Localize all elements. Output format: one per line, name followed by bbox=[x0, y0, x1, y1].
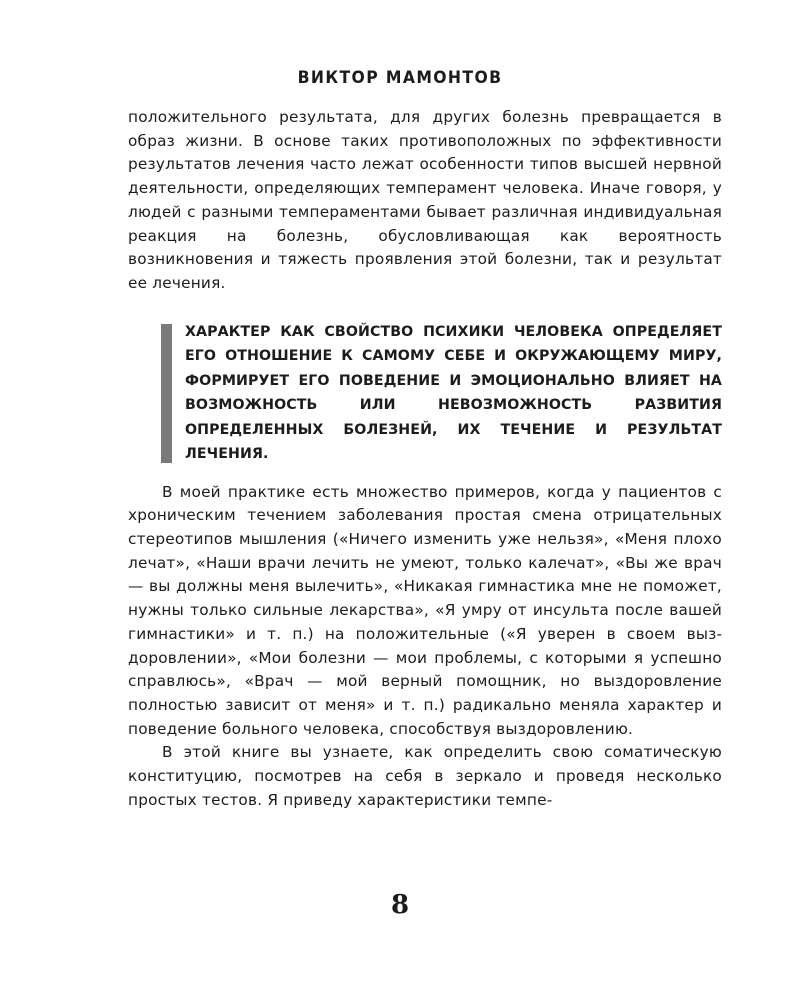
body-paragraph: В этой книге вы узнаете, как определить свою соматическую конституцию, посмотрев на себя в зеркало и проведя несколько простых тестов. Я приведу характеристики темпе- bbox=[128, 743, 722, 809]
quote-bar bbox=[161, 324, 172, 463]
body-paragraph: положительного результата, для других болезнь превращается в образ жизни. В основе таких противоположных по эффективности результатов лечения часто лежат особенности типов высшей нервной деятельности, определяющих темперамент человека. Иначе говоря, у людей с разными темпераментами бывает различная индивидуальная реакция на болезнь, обусловливающая как вероятность возникновения и тяжесть проявления этой болезни, так и результат ее лечения. bbox=[128, 108, 722, 292]
pull-quote-text: ХАРАКТЕР КАК СВОЙСТВО ПСИХИКИ ЧЕЛОВЕКА ОПРЕДЕЛЯЕТ ЕГО ОТНОШЕНИЕ К САМОМУ СЕБЕ И ОКРУЖАЮЩЕМУ МИРУ, ФОРМИРУЕТ ЕГО ПОВЕДЕНИЕ И ЭМОЦИОНАЛЬНО ВЛИЯЕТ НА ВОЗМОЖНОСТЬ ИЛИ НЕВОЗМОЖНОСТЬ РАЗВИТИЯ ОПРЕДЕЛЕННЫХ БОЛЕЗНЕЙ, ИХ ТЕЧЕНИЕ И РЕЗУЛЬТАТ ЛЕЧЕНИЯ. bbox=[185, 323, 722, 463]
page-number: 8 bbox=[390, 890, 410, 920]
body-paragraph: В моей практике есть множество примеров, когда у пациентов с хроническим течением заболевания простая смена отрицательных стереотипов мышления («Ничего изменить уже нельзя», «Меня плохо лечат», «Наши врачи лечить не умеют, только калечат», «Вы же врач — вы должны меня вылечить», «Никакая гимнастика мне не поможет, нужны только сильные лекарства», «Я умру от инсульта после вашей гимнастики» и т. п.) на положительные («Я уверен в своем выздоровлении», «Мои болезни — мои проблемы, с которыми я успешно справлюсь», «Врач — мой верный помощник, но выздоровление полностью зависит от меня» и т. п.) радикально меняла характер и поведение больного человека, способствуя выздоровлению. bbox=[128, 482, 722, 738]
running-head: ВИКТОР МАМОНТОВ bbox=[297, 68, 503, 88]
page-body bbox=[128, 106, 722, 812]
pull-quote bbox=[161, 320, 722, 467]
